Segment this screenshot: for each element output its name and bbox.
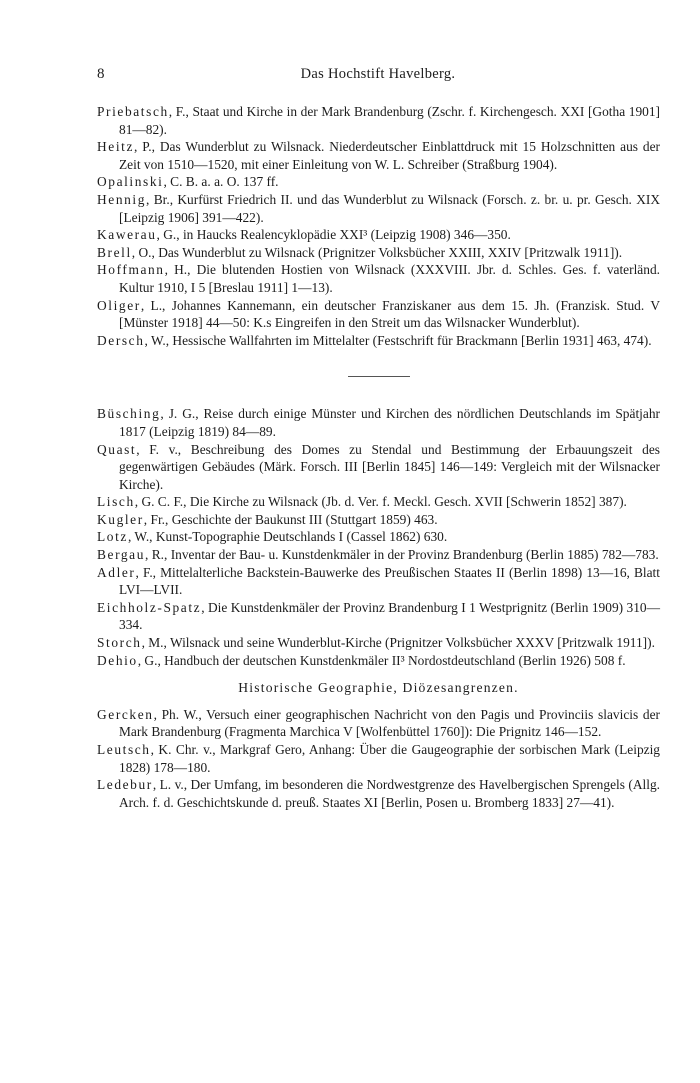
section-heading: Historische Geographie, Diözesangrenzen.: [238, 680, 519, 696]
entry-text: , L. v., Der Umfang, im besonderen die Nordwestgrenze des Havelbergischen Sprengels (Allg. Arch. f. d. Geschichtskunde d. preuß. Staates XI [Berlin, Posen u. Bromberg 1833] 27—41).: [119, 777, 660, 810]
entry-text: , W., Kunst-Topographie Deutschlands I (Cassel 1862) 630.: [127, 529, 448, 545]
entry-text: , H., Die blutenden Hostien von Wilsnack (XXXVIII. Jbr. d. Schles. Ges. f. vaterländ. Kultur 1910, I 5 [Breslau 1911] 1—13).: [119, 262, 660, 295]
entry-text: , R., Inventar der Bau- u. Kunstdenkmäler in der Provinz Brandenburg (Berlin 1885) 782—783.: [145, 547, 659, 563]
bibliography-entry: [97, 173, 660, 191]
bibliography-entry: [97, 599, 660, 634]
entry-author: Dehio: [97, 652, 138, 668]
bibliography-entry: [97, 226, 660, 244]
bibliography-entry: [97, 706, 660, 741]
bibliography-entry: [97, 493, 660, 511]
section-divider: [348, 376, 410, 377]
bibliography-entry: [97, 191, 660, 226]
entry-author: Ledebur: [97, 777, 153, 793]
entry-author: Priebatsch: [97, 104, 169, 119]
entry-author: Bergau: [97, 547, 146, 563]
entry-text: , F. v., Beschreibung des Domes zu Stendal und Bestimmung der Erbauungszeit des gegenwärtigen Gebäudes (Märk. Forsch. III [Berlin 1845] 146—149: Vergleich mit der Wilsnacker Kirche).: [119, 441, 660, 492]
bibliography-entry: [97, 103, 660, 138]
entry-author: Hennig: [97, 191, 147, 207]
entry-author: Heitz: [97, 139, 134, 155]
bibliography-entry: [97, 776, 660, 811]
entry-text: , J. G., Reise durch einige Münster und Kirchen des nördlichen Deutschlands im Spätjahr 1817 (Leipzig 1819) 84—89.: [119, 406, 660, 439]
entry-author: Lotz: [97, 529, 128, 545]
entry-text: , F., Mittelalterliche Backstein-Bauwerke des Preußischen Staates II (Berlin 1898) 13—16, Blatt LVI—LVII.: [119, 564, 660, 598]
entry-author: Dersch: [97, 332, 145, 348]
bibliography-entry: [97, 634, 660, 652]
entry-text: , G. C. F., Die Kirche zu Wilsnack (Jb. d. Ver. f. Meckl. Gesch. XVII [Schwerin 1852] 387).: [134, 494, 627, 510]
bibliography: [97, 103, 660, 811]
bibliography-entry: [97, 405, 660, 440]
entry-author: Brell: [97, 244, 132, 260]
entry-author: Adler: [97, 564, 136, 580]
bibliography-section-wilsnack-wunderblut: [97, 103, 660, 349]
entry-author: Oliger: [97, 297, 141, 313]
entry-text: , O., Das Wunderblut zu Wilsnack (Prignitzer Volksbücher XXIII, XXIV [Pritzwalk 1911]).: [131, 244, 623, 260]
entry-author: Hoffmann: [97, 262, 165, 278]
bibliography-entry: [97, 511, 660, 529]
entry-text: , Die Kunstdenkmäler der Provinz Brandenburg I 1 Westprignitz (Berlin 1909) 310—334.: [119, 599, 660, 633]
entry-text: , W., Hessische Wallfahrten im Mittelalter (Festschrift für Brackmann [Berlin 1931] 463, 474).: [144, 332, 652, 348]
running-title: Das Hochstift Havelberg.: [300, 66, 456, 82]
bibliography-entry: [97, 244, 660, 262]
entry-author: Lisch: [97, 494, 135, 510]
entry-author: Kawerau: [97, 227, 157, 243]
bibliography-entry: [97, 332, 660, 350]
entry-text: , F., Staat und Kirche in der Mark Brandenburg (Zschr. f. Kirchengesch. XXI [Gotha 1901] 81—82).: [119, 104, 660, 137]
bibliography-entry: [97, 441, 660, 494]
entry-author: Gercken: [97, 706, 154, 722]
entry-text: , L., Johannes Kannemann, ein deutscher Franziskaner aus dem 15. Jh. (Franzisk. Stud. V [Münster 1918] 44—50: K.s Eingreifen in den Streit um das Wilsnacker Wunderblut).: [119, 297, 660, 331]
entry-text: , Fr., Geschichte der Baukunst III (Stuttgart 1859) 463.: [143, 511, 438, 527]
entry-text: , G., in Haucks Realencyklopädie XXI³ (Leipzig 1908) 346—350.: [156, 227, 511, 243]
entry-author: Storch: [97, 635, 142, 651]
entry-text: , Ph. W., Versuch einer geographischen Nachricht von den Pagis und Provinciis slavicis der Mark Brandenburg (Fragmenta Marchica V [Wolfenbüttel 1760]): Die Prignitz 146—152.: [119, 706, 660, 740]
entry-text: , K. Chr. v., Markgraf Gero, Anhang: Über die Gaugeographie der sorbischen Mark (Leipzig 1828) 178—180.: [119, 742, 660, 775]
entry-text: , M., Wilsnack und seine Wunderblut-Kirche (Prignitzer Volksbücher XXXV [Pritzwalk 1911]).: [141, 635, 655, 651]
entry-text: , G., Handbuch der deutschen Kunstdenkmäler II³ Nordostdeutschland (Berlin 1926) 508 f.: [137, 652, 626, 668]
entry-author: Quast: [97, 441, 137, 457]
entry-text: , Br., Kurfürst Friedrich II. und das Wunderblut zu Wilsnack (Forsch. z. br. u. pr. Gesch. XIX [Leipzig 1906] 391—422).: [119, 191, 660, 225]
bibliography-entry: [97, 564, 660, 599]
bibliography-entry: [97, 652, 660, 670]
bibliography-entry: [97, 261, 660, 296]
bibliography-section-historical-geography: [97, 679, 660, 811]
bibliography-entry: [97, 546, 660, 564]
entry-author: Leutsch: [97, 742, 151, 757]
entry-author: Kugler: [97, 511, 144, 527]
bibliography-entry: [97, 741, 660, 776]
bibliography-section-architecture: [97, 405, 660, 669]
entry-text: , C. B. a. a. O. 137 ff.: [163, 174, 279, 190]
entry-author: Eichholz-Spatz: [97, 599, 202, 615]
entry-text: , P., Das Wunderblut zu Wilsnack. Niederdeutscher Einblattdruck mit 15 Holzschnitten aus der Zeit von 1510—1520, mit einer Einleitung von W. L. Schreiber (Straßburg 1904).: [119, 139, 660, 172]
page-number: 8: [97, 66, 105, 82]
bibliography-entry: [97, 528, 660, 546]
bibliography-entry: [97, 297, 660, 332]
page-header: [97, 66, 659, 86]
entry-author: Büsching: [97, 406, 161, 422]
entry-author: Opalinski: [97, 174, 164, 190]
bibliography-entry: [97, 138, 660, 173]
